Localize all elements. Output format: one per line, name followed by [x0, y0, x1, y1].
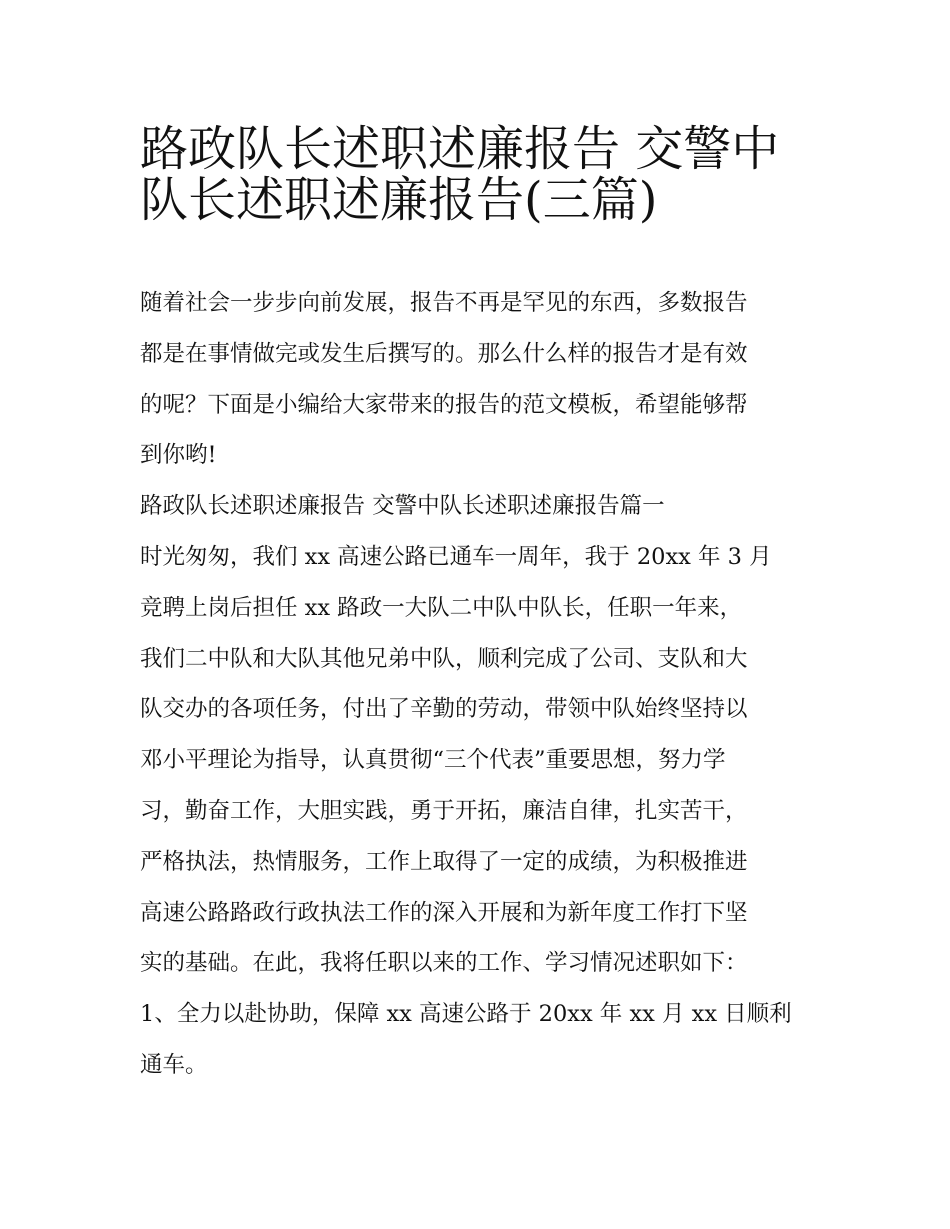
body-line: 的呢？下面是小编给大家带来的报告的范文模板，希望能够帮: [140, 391, 748, 418]
title-line: 队长述职述廉报告(三篇): [140, 171, 658, 228]
body-line: 竞聘上岗后担任 xx 路政一大队二中队中队长，任职一年来，: [140, 594, 743, 621]
body-line: 都是在事情做完或发生后撰写的。那么什么样的报告才是有效: [140, 340, 748, 367]
title-line: 路政队长述职述廉报告 交警中: [140, 121, 780, 177]
section-heading: 路政队长述职述廉报告 交警中队长述职述廉报告篇一: [140, 493, 665, 520]
body-line: 到你哟!: [140, 442, 217, 469]
body-line: 邓小平理论为指导，认真贯彻“三个代表”重要思想，努力学: [140, 747, 726, 774]
body-line: 高速公路路政行政执法工作的深入开展和为新年度工作打下坚: [140, 899, 748, 926]
document-body: [140, 278, 830, 1091]
body-line: 时光匆匆，我们 xx 高速公路已通车一周年，我于 20xx 年 3 月: [140, 543, 772, 570]
body-line: 习，勤奋工作，大胆实践，勇于开拓，廉洁自律，扎实苦干，: [140, 797, 748, 824]
body-line: 随着社会一步步向前发展，报告不再是罕见的东西，多数报告: [140, 290, 748, 316]
body-line: 通车。: [140, 1051, 208, 1078]
document-title: [140, 112, 820, 228]
body-line: 我们二中队和大队其他兄弟中队，顺利完成了公司、支队和大: [140, 645, 748, 672]
body-line: 队交办的各项任务，付出了辛勤的劳动，带领中队始终坚持以: [140, 696, 748, 723]
body-line: 实的基础。在此，我将任职以来的工作、学习情况述职如下：: [140, 950, 748, 977]
list-item: 1、全力以赴协助，保障 xx 高速公路于 20xx 年 xx 月 xx 日顺利: [140, 1001, 792, 1028]
body-line: 严格执法，热情服务，工作上取得了一定的成绩，为积极推进: [140, 848, 748, 875]
